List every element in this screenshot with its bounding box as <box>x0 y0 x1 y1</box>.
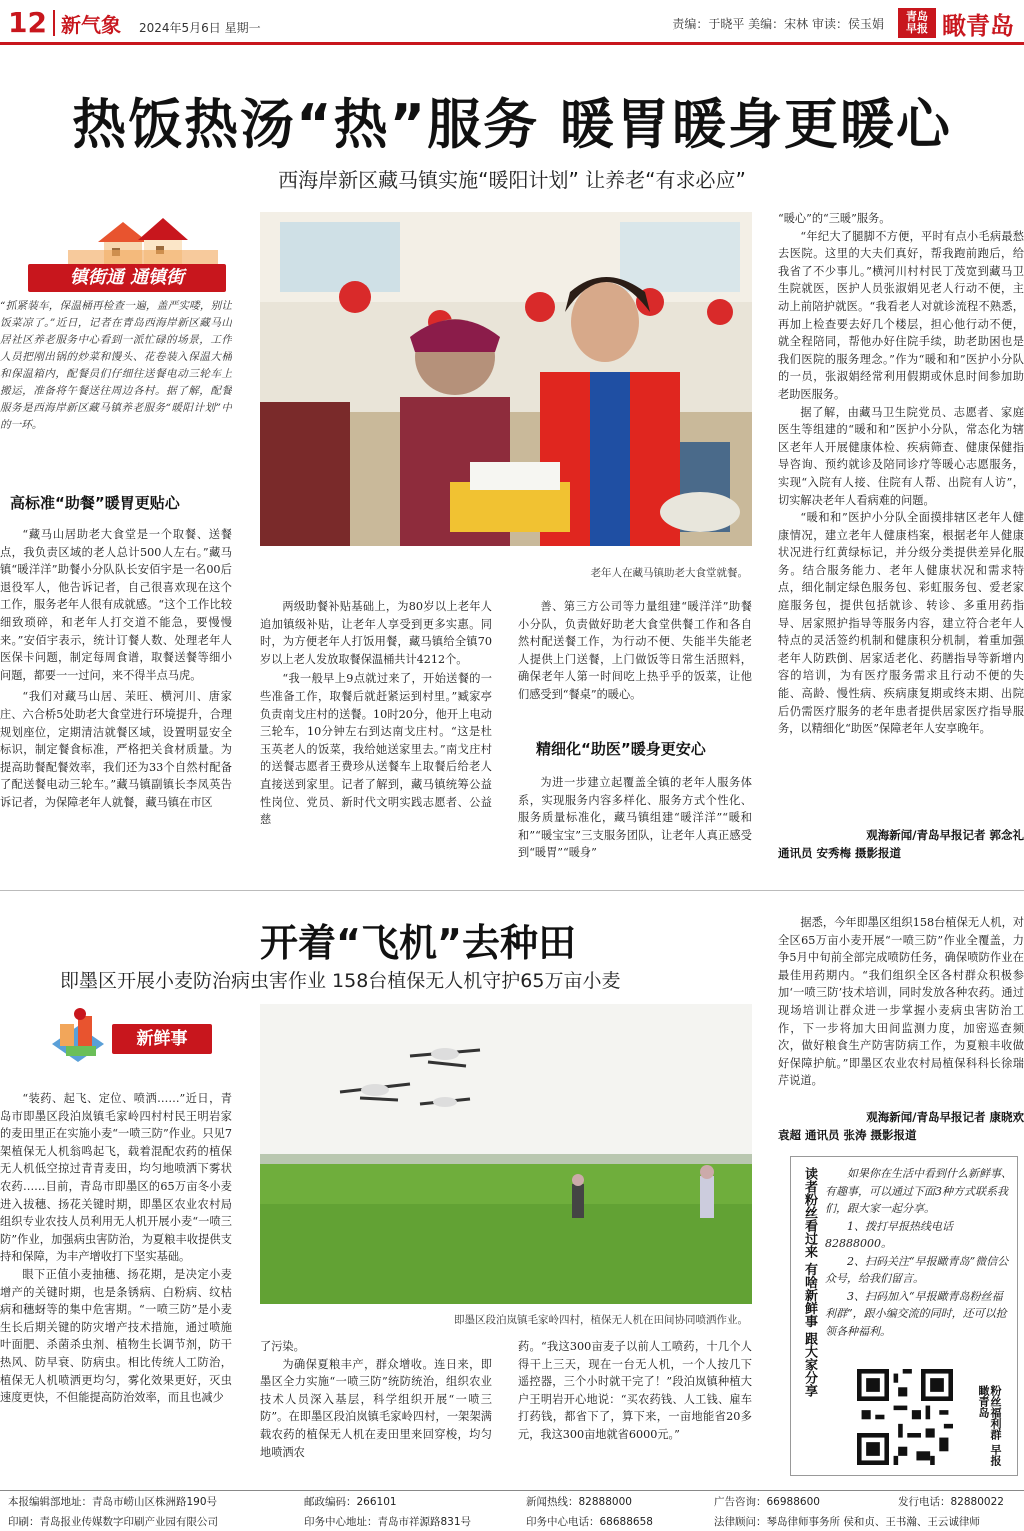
footer-rule <box>0 1490 1024 1491</box>
article1-subtitle-meal: 高标准“助餐”暖胃更贴心 <box>10 494 180 512</box>
qr-code-icon[interactable] <box>857 1369 953 1465</box>
footer <box>8 1492 1018 1531</box>
article1-column-2 <box>260 598 492 872</box>
reader-item: 3、扫码加入“早报瞰青岛粉丝福利群”，跟小编交流的同时，还可以抢领各种福利。 <box>825 1289 1007 1338</box>
paragraph: 善、第三方公司等力量组建“暖洋洋”助餐小分队，负责做好助老大食堂供餐工作和各自然村配送餐工作，为行动不便、失能半失能老人提供上门送餐，上门做饭等日常生活照料，确保老年人第一时间吃上热乎乎的饭菜，让他们感受到“餐桌”的暖心。 <box>518 600 752 701</box>
paragraph: “藏马山居助老大食堂是一个取餐、送餐点，我负责区域的老人总计500人左右。”藏马镇“暖洋洋”助餐小分队队长安佰宇是一名00后退役军人，他告诉记者，自己很喜欢现在这个工作，服务老年人很有成就感。“这个工作比较细致琐碎，和老年人打交道不能急，要慢慢来。”安佰宇表示，统计订餐人数、处理老年人医保卡问题，制定每周食谱，取餐送餐等细小问题，都要一一过问，来不得半点马虎。 <box>0 528 232 682</box>
reader-callout-box <box>790 1156 1018 1476</box>
article1-column-1 <box>0 526 232 872</box>
reader-intro: 如果你在生活中看到什么新鲜事、有趣事，可以通过下面3种方式联系我们，跟大家一起分享。 <box>825 1167 1012 1215</box>
article2-photo-caption: 即墨区段泊岚镇毛家岭四村，植保无人机在田间协同喷洒作业。 <box>454 1314 748 1326</box>
article2-photo <box>260 1004 752 1304</box>
article1-headline: 热饭热汤“热”服务 暖胃暖身更暖心 <box>72 93 952 156</box>
article2-headline: 开着“飞机”去种田 <box>260 921 576 965</box>
houses-icon <box>28 212 228 264</box>
article-divider <box>0 890 1024 891</box>
paragraph: “装药、起飞、定位、喷洒……”近日，青岛市即墨区段泊岚镇毛家岭四村村民王明岩家的麦田里正在实施小麦“一喷三防”作业。只见7架植保无人机翁鸣起飞，载着混配农药的植保无人机低空掠过青青麦田，均匀地喷洒下雾状农药……目前，青岛市即墨区的65万亩冬小麦进入拔穗、扬花关键时期，即墨区农业农村局组织专业农技人员利用无人机开展小麦“一喷三防”作业，加强病虫害防治，为夏粮丰收提供支持和保障，为丰产增收打下坚实基础。 <box>0 1092 232 1264</box>
paragraph: “暖心”的“三暖”服务。 <box>778 212 891 225</box>
issue-date: 2024年5月6日 星期一 <box>138 21 261 35</box>
reader-callout-title: 读者粉丝看过来 有啥新鲜事 跟大家分享 <box>802 1167 817 1398</box>
article2-subhead: 即墨区开展小麦防治病虫害作业 158台植保无人机守护65万亩小麦 <box>60 970 621 992</box>
paragraph: 两级助餐补贴基础上，为80岁以上老年人追加镇级补贴，让老年人享受到更多实惠。同时，为方便老年人打饭用餐，藏马镇给全镇70岁以上老人发放取餐保温桶共计4212个。 <box>260 600 492 666</box>
article1-column-4 <box>778 210 1024 828</box>
editors-credit: 责编：于晓平 美编：宋林 审读：侯玉娟 <box>672 16 884 31</box>
paragraph: “我一般早上9点就过来了，开始送餐的一些准备工作，取餐后就赶紧运到村里。”臧家亭负责南戈庄村的送餐。10时20分，他开上电动三轮车，10分钟左右到达南戈庄村。“这是杜玉英老人的饭菜，我给她送家里去。”南戈庄村的送餐志愿者王费珍从送餐车上取餐后给老人直接送到家里。记者了解到，藏马镇统筹公益性岗位、党员、新时代文明实践志愿者、公益慈 <box>260 672 492 827</box>
elderly-dining-photo <box>260 212 752 546</box>
article1-subhead: 西海岸新区藏马镇实施“暖阳计划” 让养老“有求必应” <box>278 168 746 192</box>
paragraph: 为进一步建立起覆盖全镇的老年人服务体系，实现服务内容多样化、服务方式个性化、服务质量标准化，藏马镇组建“暖洋洋”“暖和和”“暖宝宝”三支服务团队，让老年人真正感受到“暖胃”“暖身” <box>518 776 752 860</box>
paragraph: 了污染。 <box>260 1340 305 1353</box>
article2-byline <box>778 1108 1024 1144</box>
byline-line: 观海新闻/青岛早报记者 康晓欢 <box>866 1110 1024 1124</box>
byline-line: 袁超 通讯员 张涛 摄影报道 <box>778 1128 917 1142</box>
masthead-left <box>8 6 261 40</box>
article1-column-3b <box>518 774 752 872</box>
paragraph: 据了解，由藏马卫生院党员、志愿者、家庭医生等组建的“暖和和”医护小分队，常态化为辖区老年人开展健康体检、疾病筛查、健康保健指导咨询、预约就诊及陪同诊疗等暖心志愿服务，实现“入院有人接、住院有人帮、出院有人访”，切实解决老年人看病难的问题。 <box>778 405 1024 507</box>
paragraph: 药。“我这300亩麦子以前人工喷药，十几个人得干上三天，现在一台无人机，一个人按几下遥控器，三个小时就干完了！”段泊岚镇种植大户王明岩开心地说：“买农药钱、人工钱、雇车打药钱，都省下了，算下来，一亩地能省20多元，我这300亩地就省6000元。” <box>518 1340 752 1441</box>
column-title: 瞰青岛 <box>942 10 1014 40</box>
article1-badge <box>28 212 228 294</box>
paragraph: 据悉，今年即墨区组织158台植保无人机，对全区65万亩小麦开展“一喷三防”作业全覆盖，力争5月中旬前全部完成喷防任务，确保喷防作业在最佳用药期内。“我们组织全区各村群众积极参加‘一喷三防’技术培训，同时发放各种农药。通过现场培训让群众进一步掌握小麦病虫害防治工作，下一步将加大田间监测力度，加密巡查频次，做好粮食生产防害防病工作，为夏粮丰收做好保障护航。”即墨区农业农村局植保科科长徐瑞芹说道。 <box>778 916 1024 1088</box>
header-separator <box>53 10 55 36</box>
article2-column-1 <box>0 1090 232 1470</box>
paragraph: “我们对藏马山居、茉旺、横河川、唐家庄、六合桥5处助老大食堂进行环境提升，合理规划座位，定期清洁就餐区域，设置明显安全标识，制定餐食标准，严格把关食材质量。为提高助餐配餐效率，我们还为33个自然村配备了配送餐电动三轮车。”藏马镇副镇长李凤英告诉记者，为保障老年人就餐，藏马镇在市区 <box>0 690 232 809</box>
article2-badge <box>44 1004 216 1070</box>
town-icon <box>44 1004 114 1070</box>
header-rule <box>0 42 1024 45</box>
section-name: 新气象 <box>60 13 121 37</box>
article1-photo-caption: 老年人在藏马镇助老大食堂就餐。 <box>590 567 748 579</box>
footer-address: 本报编辑部地址：青岛市崂山区株洲路190号 <box>8 1496 218 1508</box>
footer-ads: 广告咨询：66988600 <box>714 1496 820 1508</box>
footer-print-center: 印务中心地址：青岛市祥源路831号 <box>304 1516 472 1528</box>
paragraph: “暖和和”医护小分队全面摸排辖区老年人健康情况，建立老年人健康档案，根据老年人健康状况进行红黄绿标记，并分级分类提供差异化服务。结合服务能力、老年人健康状况和需求特点，细化制定绿色服务包、彩虹服务包、爱老家庭服务包，提供包括就诊、转诊、多重用药指导、居家照护指导等服务内容，建立符合老年人特点的灵活签约机制和健康积分机制，着重加强老年人防跌倒、居家适老化、药膳指导等新增内容的培训，为有医疗服务需求且行动不便的失能、高龄、慢性病、疾病康复期或终末期、出院后仍需医疗服务的老年患者提供居家医疗指导服务，以精细化“助医”保障老年人安享晚年。 <box>778 511 1024 736</box>
page-number: 12 <box>8 6 47 39</box>
footer-distribution: 发行电话：82880022 <box>898 1496 1004 1508</box>
article1-column-3 <box>518 598 752 718</box>
byline-line: 观海新闻/青岛早报记者 郭念礼 <box>866 828 1024 842</box>
reader-item: 1、拨打早报热线电话82888000。 <box>825 1219 953 1250</box>
footer-printer: 印刷：青岛报业传媒数字印刷产业园有限公司 <box>8 1516 218 1528</box>
paragraph: “年纪大了腿脚不方便，平时有点小毛病最愁去医院。这里的大夫们真好，帮我跑前跑后，给我省了不少事儿。”横河川村村民丁茂宽到藏马卫生院就医，医护人员张淑娟见老人行动不便，主动上前陪护就医。“我看老人对就诊流程不熟悉，再加上检查要去好几个楼层，担心他行动不便，就全程陪同，帮他办好住院手续，助老助困也是我们医院的服务理念。”作为“暖和和”医护小分队的一员，张淑娟经常利用假期或休息时间参加助老助医服务。 <box>778 229 1024 401</box>
masthead-right <box>672 6 1014 40</box>
article2-column-4 <box>778 914 1024 1108</box>
article2-column-2 <box>260 1338 492 1470</box>
reader-callout-body <box>825 1165 1013 1340</box>
footer-print-phone: 印务中心电话：68688658 <box>526 1516 653 1528</box>
article1-subtitle-medical: 精细化“助医”暖身更安心 <box>536 740 706 758</box>
article1-photo <box>260 212 752 546</box>
article2-column-3 <box>518 1338 752 1470</box>
article1-lead: “抓紧装车，保温桶再检查一遍，盖严实喽，别让饭菜凉了。”近日，记者在青岛西海岸新区藏马山居社区养老服务中心看到一派忙碌的场景，工作人员把刚出锅的炒菜和馒头、花卷装入保温大桶和保温箱内，配餐员们仔细往送餐电动三轮车上搬运，准备将午餐送往周边各村。据了解，配餐服务是西海岸新区藏马镇养老服务“暖阳计划”中的一环。 <box>0 300 232 431</box>
footer-hotline: 新闻热线：82888000 <box>526 1496 632 1508</box>
footer-zip: 邮政编码：266101 <box>304 1496 397 1508</box>
article1-byline <box>778 826 1024 862</box>
badge-label: 镇街通 通镇街 <box>28 264 226 292</box>
badge-label: 新鲜事 <box>112 1024 212 1054</box>
paragraph: 为确保夏粮丰产，群众增收。连日来，即墨区全力实施“一喷三防”统防统治，组织农业技术人员深入基层，科学组织开展“一喷三防”。在即墨区段泊岚镇毛家岭四村，一架架满载农药的植保无人机在麦田里来回穿梭，均匀地喷洒农 <box>260 1357 492 1459</box>
qr-side-label: 粉丝福利群 早报瞰青岛 <box>977 1385 1002 1466</box>
newspaper-logo: 青岛早报 <box>898 8 936 38</box>
drone-field-photo <box>260 1004 752 1304</box>
byline-line: 通讯员 安秀梅 摄影报道 <box>778 846 902 860</box>
paragraph: 眼下正值小麦抽穗、扬花期，是决定小麦增产的关键时期，也是条锈病、白粉病、纹枯病和穗蚜等的集中危害期。“一喷三防”是小麦生长后期关键的防灾增产技术措施，通过喷施叶面肥、杀菌杀虫剂、植物生长调节剂，防干热风、防早衰、防病虫。相比传统人工防治，植保无人机喷洒更均匀，雾化效果更好，灭虫速度更快，不但能提高防治效率，而且也减少 <box>0 1267 232 1405</box>
reader-item: 2、扫码关注“早报瞰青岛”微信公众号，给我们留言。 <box>825 1254 1009 1285</box>
footer-legal: 法律顾问：琴岛律师事务所 侯和贞、王书瀚、王云诚律师 <box>714 1516 980 1528</box>
